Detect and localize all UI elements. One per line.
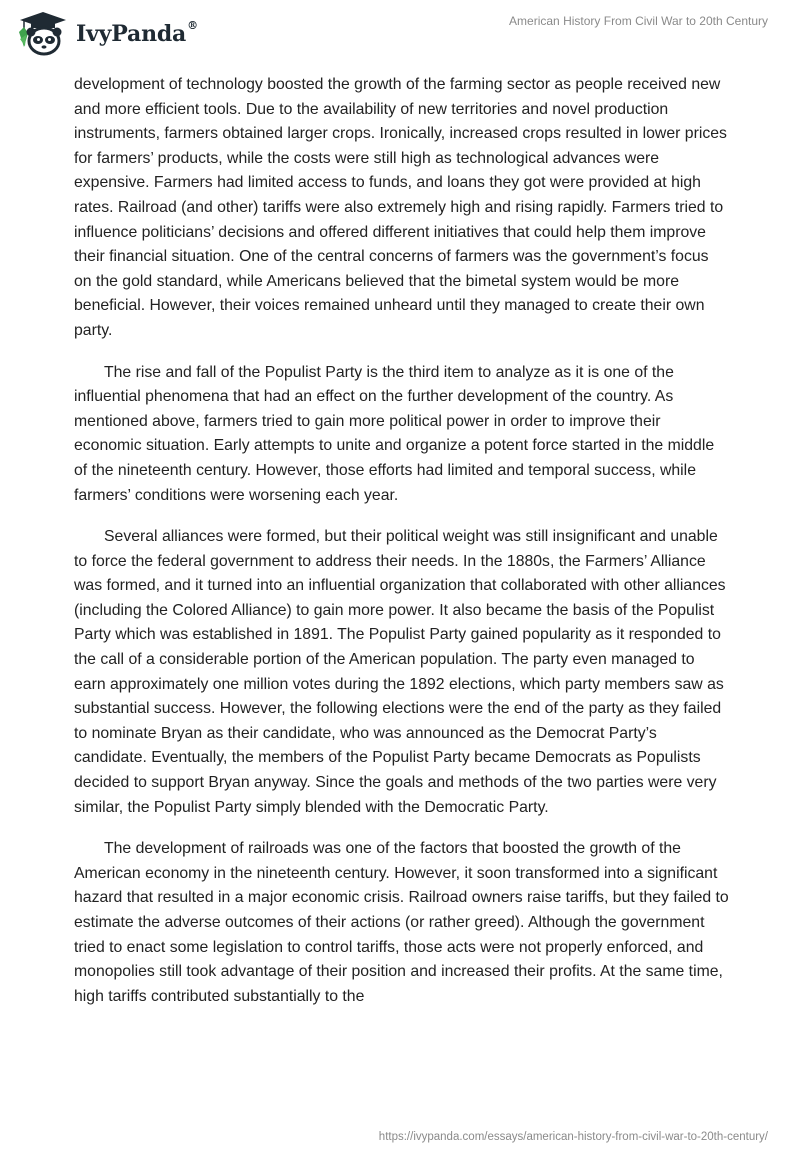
- panda-graduate-logo-icon: [16, 10, 70, 56]
- paragraph: Several alliances were formed, but their political weight was still insignificant and unable to force the federal government to address their needs. In the 1880s, the Farmers’ Alliance was formed, and it turned into an influential organization that collaborated with other alliances (including the Colored Alliance) to gain more power. It also became the basis of the Populist Party which was established in 1891. The Populist Party gained popularity as it responded to the call of a considerable portion of the American population. The party even managed to earn approximately one million votes during the 1892 elections, which party members saw as substantial success. However, the following elections were the end of the party as they failed to nominate Bryan as their candidate, who was announced as the Democrat Party’s candidate. Eventually, the members of the Populist Party became Democrats as Populists decided to support Bryan anyway. Since the goals and methods of the two parties were very similar, the Populist Party simply blended with the Democratic Party.: [74, 528, 726, 816]
- essay-body: [74, 73, 730, 1026]
- paragraph: The development of railroads was one of the factors that boosted the growth of the American economy in the nineteenth century. However, it soon transformed into a significant hazard that resulted in a major economic crisis. Railroad owners raise tariffs, but they failed to estimate the adverse outcomes of their actions (or rather greed). Although the government tried to enact some legislation to control tariffs, those acts were not properly enforced, and monopolies still took advantage of their position and increased their profits. At the same time, high tariffs contributed substantially to the: [74, 840, 729, 1005]
- registered-mark: ®: [187, 18, 198, 32]
- page-header: [0, 0, 800, 70]
- paragraph: development of technology boosted the growth of the farming sector as people received new and more efficient tools. Due to the availability of new territories and novel production instruments, farmers obtained larger crops. Ironically, increased crops resulted in lower prices for farmers’ products, while the costs were still high as technological advances were expensive. Farmers had limited access to funds, and loans they got were provided at high rates. Railroad (and other) tariffs were also extremely high and rising rapidly. Farmers tried to influence politicians’ decisions and offered different initiatives that could help them improve their financial situation. One of the central concerns of farmers was the government’s focus on the gold standard, while Americans believed that the bimetal system would be more beneficial. However, their voices remained unheard until they managed to create their own party.: [74, 76, 727, 339]
- paragraph: The rise and fall of the Populist Party is the third item to analyze as it is one of the influential phenomena that had an effect on the further development of the country. As mentioned above, farmers tried to gain more political power in order to improve their economic situation. Early attempts to unite and organize a potent force started in the middle of the nineteenth century. However, those efforts had limited and temporal success, while farmers’ conditions were worsening each year.: [74, 363, 715, 504]
- ivypanda-logo[interactable]: [16, 10, 198, 56]
- source-url-link[interactable]: https://ivypanda.com/essays/american-history-from-civil-war-to-20th-century/: [378, 1131, 768, 1143]
- brand-name: [76, 18, 198, 47]
- brand-text: IvyPanda: [76, 21, 187, 47]
- document-title: American History From Civil War to 20th Century: [509, 14, 768, 28]
